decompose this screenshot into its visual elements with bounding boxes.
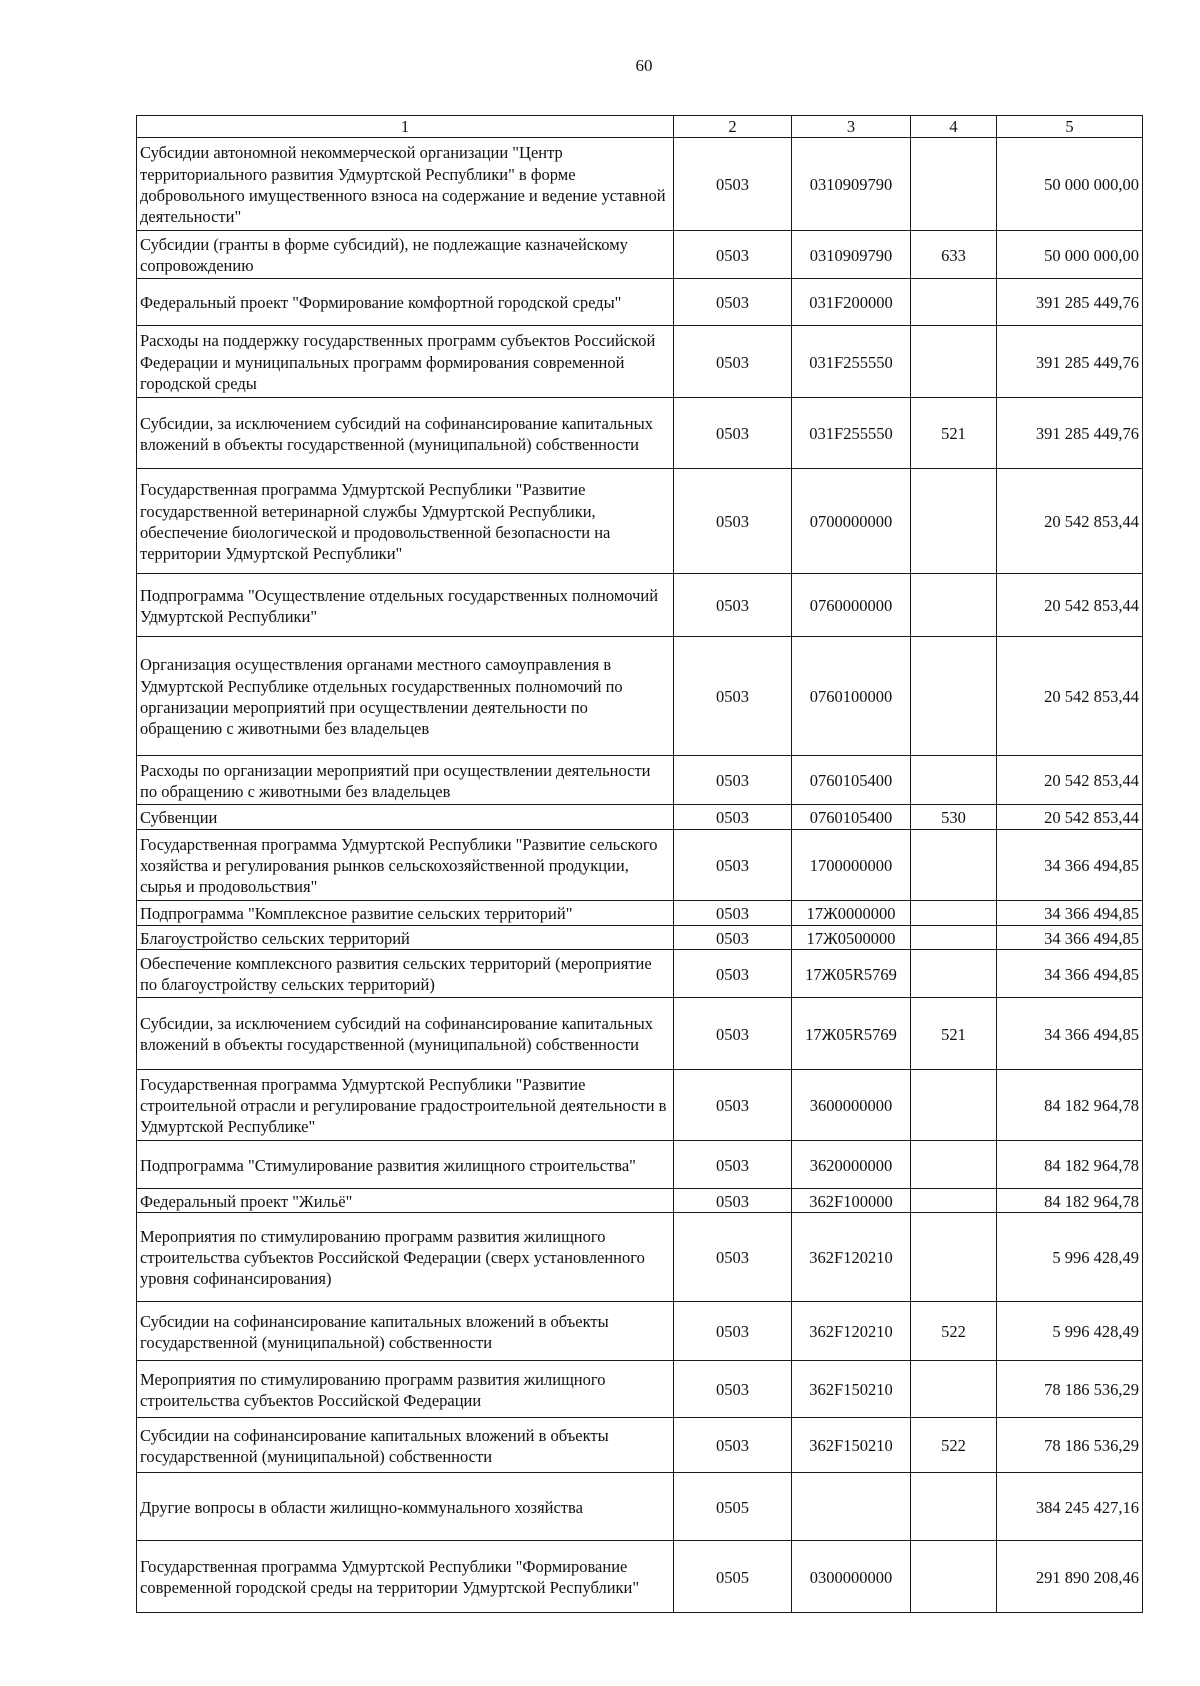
row-amount: 50 000 000,00 — [997, 138, 1143, 231]
row-expense-type — [911, 901, 997, 926]
row-section-code: 0503 — [674, 398, 792, 469]
row-expense-type — [911, 469, 997, 574]
row-expense-type — [911, 1473, 997, 1541]
row-expense-type — [911, 1361, 997, 1418]
row-description: Мероприятия по стимулированию программ развития жилищного строительства субъектов Российской Федерации — [137, 1361, 674, 1418]
row-expense-type: 522 — [911, 1302, 997, 1361]
row-expense-type — [911, 279, 997, 326]
table-row — [137, 1473, 1143, 1541]
table-row — [137, 1189, 1143, 1213]
row-amount: 84 182 964,78 — [997, 1070, 1143, 1141]
row-target-code: 0760105400 — [792, 805, 911, 830]
row-description: Субвенции — [137, 805, 674, 830]
row-amount: 20 542 853,44 — [997, 469, 1143, 574]
table-row — [137, 926, 1143, 950]
row-expense-type: 522 — [911, 1418, 997, 1473]
row-target-code: 17Ж0000000 — [792, 901, 911, 926]
row-expense-type — [911, 138, 997, 231]
row-expense-type — [911, 637, 997, 756]
column-header-2: 2 — [674, 116, 792, 138]
row-section-code: 0503 — [674, 756, 792, 805]
row-target-code: 362F150210 — [792, 1361, 911, 1418]
table-row — [137, 398, 1143, 469]
row-description: Субсидии автономной некоммерческой организации "Центр территориального развития Удмуртской Республики" в форме добровольного имущественного взноса на содержание и ведение уставной деятельности" — [137, 138, 674, 231]
row-target-code: 362F120210 — [792, 1302, 911, 1361]
row-target-code: 362F120210 — [792, 1213, 911, 1302]
column-header-3: 3 — [792, 116, 911, 138]
row-expense-type: 521 — [911, 398, 997, 469]
row-section-code: 0503 — [674, 1361, 792, 1418]
row-target-code: 0760105400 — [792, 756, 911, 805]
table-row — [137, 950, 1143, 998]
table-row — [137, 1070, 1143, 1141]
row-expense-type — [911, 1070, 997, 1141]
row-amount: 384 245 427,16 — [997, 1473, 1143, 1541]
row-section-code: 0503 — [674, 326, 792, 398]
table-row — [137, 1361, 1143, 1418]
row-amount: 34 366 494,85 — [997, 830, 1143, 901]
row-expense-type — [911, 830, 997, 901]
row-target-code: 17Ж05R5769 — [792, 950, 911, 998]
row-target-code: 0310909790 — [792, 138, 911, 231]
row-section-code: 0503 — [674, 901, 792, 926]
row-expense-type — [911, 1141, 997, 1189]
row-section-code: 0503 — [674, 1070, 792, 1141]
page-number: 60 — [635, 56, 653, 75]
row-expense-type — [911, 1541, 997, 1613]
column-header-5: 5 — [997, 116, 1143, 138]
row-expense-type: 633 — [911, 231, 997, 279]
row-expense-type — [911, 950, 997, 998]
row-section-code: 0503 — [674, 998, 792, 1070]
row-section-code: 0503 — [674, 1141, 792, 1189]
row-target-code: 3620000000 — [792, 1141, 911, 1189]
table-row — [137, 1213, 1143, 1302]
row-target-code: 17Ж05R5769 — [792, 998, 911, 1070]
row-description: Государственная программа Удмуртской Республики "Развитие сельского хозяйства и регулирования рынков сельскохозяйственной продукции, сырья и продовольствия" — [137, 830, 674, 901]
row-target-code: 0310909790 — [792, 231, 911, 279]
budget-table — [136, 115, 1143, 1613]
table-row — [137, 326, 1143, 398]
row-description: Мероприятия по стимулированию программ развития жилищного строительства субъектов Российской Федерации (сверх установленного уровня софинансирования) — [137, 1213, 674, 1302]
column-header-1: 1 — [137, 116, 674, 138]
row-description: Подпрограмма "Осуществление отдельных государственных полномочий Удмуртской Республики" — [137, 574, 674, 637]
row-amount: 5 996 428,49 — [997, 1302, 1143, 1361]
row-description: Федеральный проект "Формирование комфортной городской среды" — [137, 279, 674, 326]
row-amount: 34 366 494,85 — [997, 926, 1143, 950]
row-description: Государственная программа Удмуртской Республики "Развитие строительной отрасли и регулирование градостроительной деятельности в Удмуртской Республике" — [137, 1070, 674, 1141]
row-description: Субсидии на софинансирование капитальных вложений в объекты государственной (муниципальной) собственности — [137, 1302, 674, 1361]
row-description: Субсидии на софинансирование капитальных вложений в объекты государственной (муниципальной) собственности — [137, 1418, 674, 1473]
row-target-code: 0300000000 — [792, 1541, 911, 1613]
table-header-row — [137, 116, 1143, 138]
row-target-code: 031F255550 — [792, 326, 911, 398]
row-expense-type — [911, 926, 997, 950]
row-section-code: 0503 — [674, 574, 792, 637]
row-expense-type — [911, 1189, 997, 1213]
row-target-code — [792, 1473, 911, 1541]
row-target-code: 1700000000 — [792, 830, 911, 901]
row-amount: 291 890 208,46 — [997, 1541, 1143, 1613]
row-amount: 84 182 964,78 — [997, 1189, 1143, 1213]
row-expense-type: 521 — [911, 998, 997, 1070]
row-target-code: 031F200000 — [792, 279, 911, 326]
row-section-code: 0503 — [674, 1213, 792, 1302]
row-amount: 5 996 428,49 — [997, 1213, 1143, 1302]
row-expense-type: 530 — [911, 805, 997, 830]
row-amount: 78 186 536,29 — [997, 1361, 1143, 1418]
row-amount: 20 542 853,44 — [997, 637, 1143, 756]
row-target-code: 0760000000 — [792, 574, 911, 637]
row-target-code: 362F100000 — [792, 1189, 911, 1213]
row-section-code: 0503 — [674, 805, 792, 830]
table-row — [137, 1141, 1143, 1189]
row-target-code: 0760100000 — [792, 637, 911, 756]
row-section-code: 0503 — [674, 138, 792, 231]
table-row — [137, 901, 1143, 926]
row-section-code: 0503 — [674, 1302, 792, 1361]
table-row — [137, 1302, 1143, 1361]
row-target-code: 3600000000 — [792, 1070, 911, 1141]
row-description: Государственная программа Удмуртской Республики "Формирование современной городской среды на территории Удмуртской Республики" — [137, 1541, 674, 1613]
row-expense-type — [911, 574, 997, 637]
row-amount: 84 182 964,78 — [997, 1141, 1143, 1189]
row-section-code: 0503 — [674, 279, 792, 326]
row-amount: 50 000 000,00 — [997, 231, 1143, 279]
table-row — [137, 469, 1143, 574]
table-row — [137, 231, 1143, 279]
row-section-code: 0503 — [674, 469, 792, 574]
table-row — [137, 574, 1143, 637]
row-description: Субсидии (гранты в форме субсидий), не подлежащие казначейскому сопровождению — [137, 231, 674, 279]
row-amount: 34 366 494,85 — [997, 998, 1143, 1070]
row-amount: 20 542 853,44 — [997, 805, 1143, 830]
table-row — [137, 830, 1143, 901]
row-description: Государственная программа Удмуртской Республики "Развитие государственной ветеринарной службы Удмуртской Республики, обеспечение биологической и продовольственной безопасности на территории Удмуртской Республики" — [137, 469, 674, 574]
row-amount: 391 285 449,76 — [997, 279, 1143, 326]
row-description: Подпрограмма "Комплексное развитие сельских территорий" — [137, 901, 674, 926]
row-amount: 34 366 494,85 — [997, 901, 1143, 926]
row-section-code: 0503 — [674, 231, 792, 279]
row-description: Обеспечение комплексного развития сельских территорий (мероприятие по благоустройству сельских территорий) — [137, 950, 674, 998]
table-row — [137, 756, 1143, 805]
row-target-code: 17Ж0500000 — [792, 926, 911, 950]
row-description: Субсидии, за исключением субсидий на софинансирование капитальных вложений в объекты государственной (муниципальной) собственности — [137, 998, 674, 1070]
row-description: Подпрограмма "Стимулирование развития жилищного строительства" — [137, 1141, 674, 1189]
row-section-code: 0503 — [674, 830, 792, 901]
row-expense-type — [911, 326, 997, 398]
row-amount: 20 542 853,44 — [997, 574, 1143, 637]
row-section-code: 0503 — [674, 637, 792, 756]
table-row — [137, 805, 1143, 830]
row-section-code: 0503 — [674, 950, 792, 998]
row-description: Другие вопросы в области жилищно-коммунального хозяйства — [137, 1473, 674, 1541]
row-section-code: 0503 — [674, 1189, 792, 1213]
table-row — [137, 279, 1143, 326]
table-row — [137, 1418, 1143, 1473]
row-amount: 34 366 494,85 — [997, 950, 1143, 998]
row-section-code: 0503 — [674, 926, 792, 950]
row-amount: 391 285 449,76 — [997, 326, 1143, 398]
table-row — [137, 1541, 1143, 1613]
row-amount: 391 285 449,76 — [997, 398, 1143, 469]
row-amount: 20 542 853,44 — [997, 756, 1143, 805]
row-target-code: 0700000000 — [792, 469, 911, 574]
row-expense-type — [911, 756, 997, 805]
row-description: Организация осуществления органами местного самоуправления в Удмуртской Республике отдельных государственных полномочий по организации мероприятий при осуществлении деятельности по обращению с животными без владельцев — [137, 637, 674, 756]
row-target-code: 031F255550 — [792, 398, 911, 469]
row-description: Субсидии, за исключением субсидий на софинансирование капитальных вложений в объекты государственной (муниципальной) собственности — [137, 398, 674, 469]
row-description: Благоустройство сельских территорий — [137, 926, 674, 950]
row-description: Федеральный проект "Жильё" — [137, 1189, 674, 1213]
row-description: Расходы по организации мероприятий при осуществлении деятельности по обращению с животными без владельцев — [137, 756, 674, 805]
row-amount: 78 186 536,29 — [997, 1418, 1143, 1473]
row-section-code: 0505 — [674, 1541, 792, 1613]
column-header-4: 4 — [911, 116, 997, 138]
row-target-code: 362F150210 — [792, 1418, 911, 1473]
row-expense-type — [911, 1213, 997, 1302]
row-section-code: 0503 — [674, 1418, 792, 1473]
table-row — [137, 637, 1143, 756]
table-row — [137, 138, 1143, 231]
row-description: Расходы на поддержку государственных программ субъектов Российской Федерации и муниципальных программ формирования современной городской среды — [137, 326, 674, 398]
table-row — [137, 998, 1143, 1070]
row-section-code: 0505 — [674, 1473, 792, 1541]
